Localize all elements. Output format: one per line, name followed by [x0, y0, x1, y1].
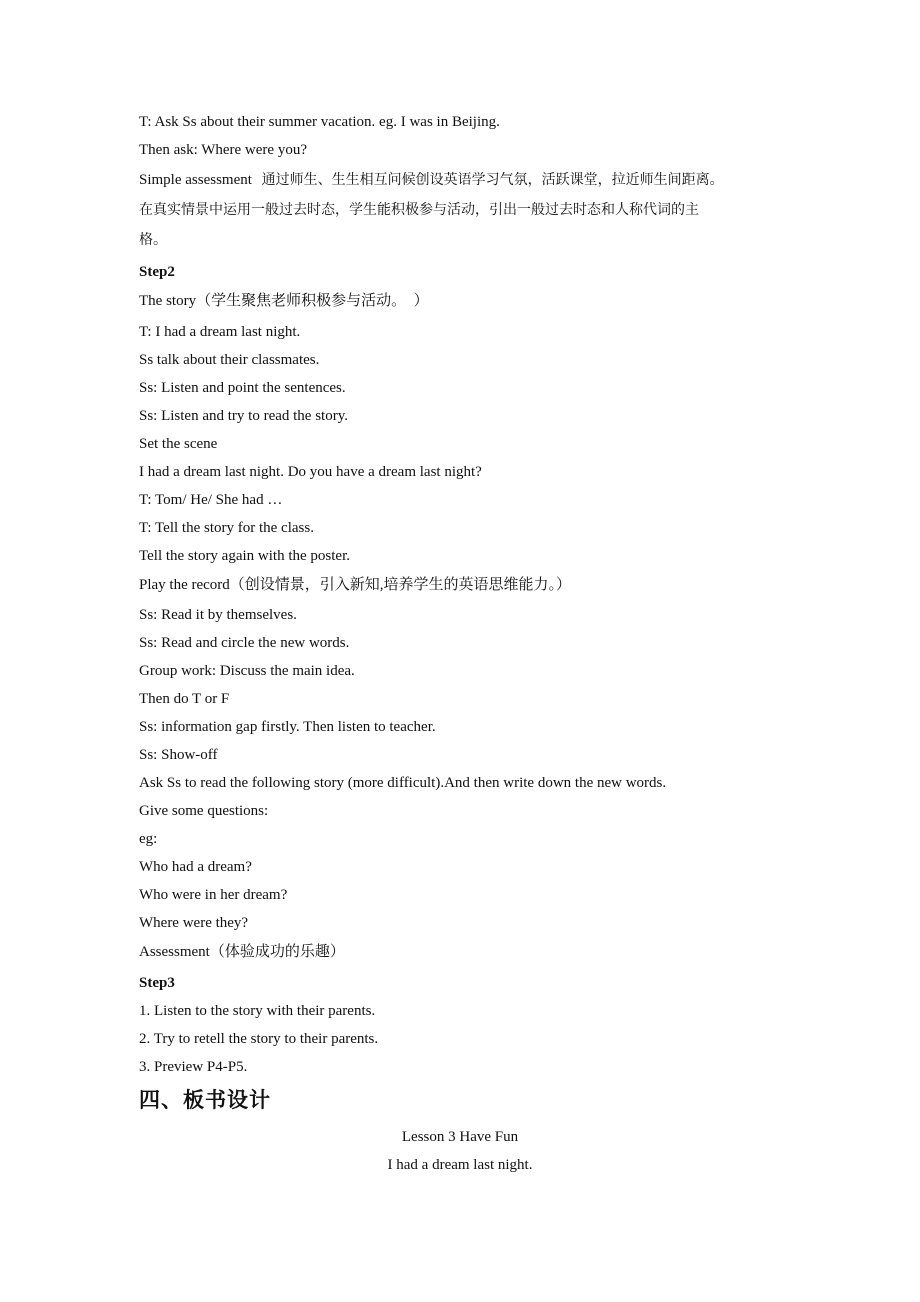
step2-line: Play the record（创设情景，引入新知,培养学生的英语思维能力。）: [139, 577, 572, 593]
step2-line: I had a dream last night. Do you have a dream last night?: [139, 464, 482, 480]
step3-title: Step3: [139, 975, 175, 991]
step2-line: Ss: Read and circle the new words.: [139, 635, 350, 651]
step2-line: T: Tom/ He/ She had …: [139, 492, 283, 508]
step2-line: Ask Ss to read the following story (more difficult).And then write down the new words.: [139, 775, 667, 791]
board-design-heading: 四、板书设计: [139, 1088, 271, 1112]
step2-line: eg:: [139, 831, 158, 847]
intro-line-where-were-you: Then ask: Where were you?: [139, 142, 307, 158]
step2-title: Step2: [139, 264, 175, 280]
intro-line-ask-vacation: T: Ask Ss about their summer vacation. eg. I was in Beijing.: [139, 114, 500, 130]
simple-assessment-text-1: 通过师生、生生相互问候创设英语学习气氛，活跃课堂，拉近师生间距离。: [261, 172, 724, 188]
board-design-title: Lesson 3 Have Fun: [401, 1129, 519, 1145]
step2-line: Then do T or F: [139, 691, 230, 707]
step2-line: Assessment（体验成功的乐趣）: [139, 944, 345, 960]
step3-line: 1. Listen to the story with their parents.: [139, 1003, 376, 1019]
step2-line: The story（学生聚焦老师积极参与活动。 ）: [139, 293, 429, 309]
step2-line: Where were they?: [139, 915, 249, 931]
step2-line: Ss: information gap firstly. Then listen to teacher.: [139, 719, 436, 735]
step2-line: Who had a dream?: [139, 859, 252, 875]
step2-line: Give some questions:: [139, 803, 269, 819]
step2-line: Group work: Discuss the main idea.: [139, 663, 355, 679]
step2-line: Ss: Show-off: [139, 747, 218, 763]
step2-line: Ss: Listen and try to read the story.: [139, 408, 348, 424]
step2-line: Ss: Read it by themselves.: [139, 607, 297, 623]
step2-line: T: Tell the story for the class.: [139, 520, 314, 536]
step2-line: Tell the story again with the poster.: [139, 548, 350, 564]
simple-assessment-paragraph: [139, 171, 724, 189]
step2-line: Who were in her dream?: [139, 887, 288, 903]
step2-line: T: I had a dream last night.: [139, 324, 301, 340]
simple-assessment-label: Simple assessment: [139, 172, 252, 188]
simple-assessment-text-3: 格。: [139, 232, 167, 248]
step2-line: Ss talk about their classmates.: [139, 352, 320, 368]
step2-line: Ss: Listen and point the sentences.: [139, 380, 346, 396]
board-design-subtitle: I had a dream last night.: [387, 1157, 533, 1173]
step2-line: Set the scene: [139, 436, 218, 452]
step3-line: 3. Preview P4-P5.: [139, 1059, 248, 1075]
step3-line: 2. Try to retell the story to their parents.: [139, 1031, 379, 1047]
simple-assessment-text-2: 在真实情景中运用一般过去时态，学生能积极参与活动，引出一般过去时态和人称代词的主: [139, 202, 699, 218]
